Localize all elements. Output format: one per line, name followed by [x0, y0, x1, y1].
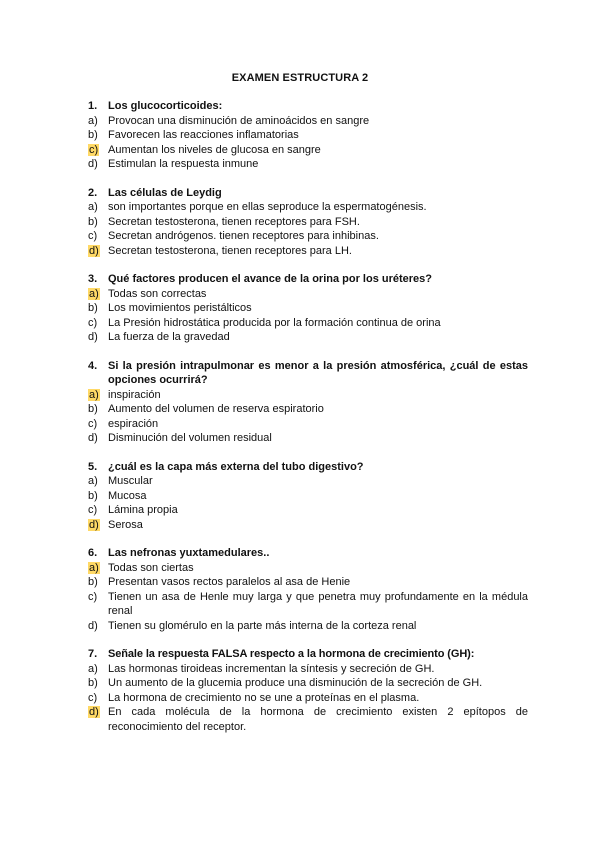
question-number: 1. — [88, 100, 98, 112]
question-1 — [88, 99, 528, 172]
answer-option — [88, 431, 528, 446]
option-text: Muscular — [108, 475, 153, 487]
option-letter-cell — [88, 287, 108, 302]
option-letter-cell — [88, 215, 108, 230]
option-text: Todas son ciertas — [108, 561, 194, 574]
option-text: Estimulan la respuesta inmune — [108, 158, 259, 170]
option-text: Las hormonas tiroideas incrementan la síntesis y secreción de GH. — [108, 662, 435, 675]
highlighted-answer-letter: d) — [89, 706, 99, 718]
option-text: inspiración — [108, 388, 161, 401]
question-number: 4. — [88, 359, 98, 372]
option-text: La fuerza de la gravedad — [108, 331, 230, 343]
question-heading — [88, 272, 528, 287]
answer-option — [88, 229, 528, 244]
option-text: Favorecen las reacciones inflamatorias — [108, 129, 299, 141]
option-text: Secretan testosterona, tienen receptores para LH. — [108, 244, 352, 257]
answer-option — [88, 244, 528, 259]
answer-option — [88, 388, 528, 403]
question-heading — [88, 460, 528, 475]
option-letter: b) — [88, 302, 98, 314]
answer-option — [88, 619, 528, 634]
option-letter: a) — [88, 201, 98, 213]
highlighted-answer-letter: c) — [89, 143, 99, 156]
question-text: Qué factores producen el avance de la orina por los uréteres? — [108, 273, 432, 285]
question-text: Señale la respuesta FALSA respecto a la hormona de crecimiento (GH): — [108, 648, 475, 660]
option-letter-cell — [88, 575, 108, 590]
option-text: Un aumento de la glucemia produce una disminución de la secreción de GH. — [108, 677, 483, 689]
question-text: Los glucocorticoides: — [108, 100, 223, 112]
option-letter-cell — [88, 619, 108, 634]
option-text: La Presión hidrostática producida por la formación continua de orina — [108, 316, 441, 329]
option-letter-cell — [88, 143, 108, 158]
answer-option — [88, 330, 528, 345]
option-letter: b) — [88, 576, 98, 588]
option-letter-cell — [88, 114, 108, 129]
option-letter: c) — [88, 417, 98, 430]
question-2 — [88, 186, 528, 259]
option-letter-cell — [88, 316, 108, 331]
option-letter-cell — [88, 676, 108, 691]
option-text: son importantes porque en ellas seproduce la espermatogénesis. — [108, 201, 427, 213]
question-7 — [88, 647, 528, 734]
option-letter-cell — [88, 561, 108, 576]
option-text: Mucosa — [108, 489, 147, 502]
answer-option — [88, 128, 528, 143]
question-list — [88, 99, 528, 748]
option-text: En cada molécula de la hormona de crecimiento existen 2 epítopos de reconocimiento del receptor. — [108, 706, 528, 733]
answer-option — [88, 316, 528, 331]
option-letter-cell — [88, 590, 108, 619]
option-letter-cell — [88, 157, 108, 172]
question-3 — [88, 272, 528, 345]
answer-option — [88, 301, 528, 316]
option-letter-cell — [88, 431, 108, 446]
page-title: EXAMEN ESTRUCTURA 2 — [231, 72, 369, 84]
option-letter-cell — [88, 128, 108, 143]
highlighted-answer-letter: a) — [89, 287, 99, 300]
question-4 — [88, 359, 528, 446]
option-letter: c) — [88, 230, 98, 242]
highlighted-answer-letter: a) — [89, 388, 99, 401]
option-text: Todas son correctas — [108, 287, 207, 300]
option-letter: d) — [88, 331, 98, 343]
answer-option — [88, 518, 528, 533]
question-heading — [88, 647, 528, 662]
option-letter-cell — [88, 330, 108, 345]
question-number: 3. — [88, 273, 98, 285]
option-letter: a) — [88, 114, 98, 127]
answer-option — [88, 691, 528, 706]
answer-option — [88, 503, 528, 518]
option-letter: c) — [88, 691, 98, 704]
question-text: Las células de Leydig — [108, 186, 222, 199]
option-letter: b) — [88, 215, 98, 228]
option-letter-cell — [88, 388, 108, 403]
answer-option — [88, 215, 528, 230]
option-letter: d) — [88, 158, 98, 170]
answer-option — [88, 143, 528, 158]
question-number: 5. — [88, 460, 98, 473]
option-letter-cell — [88, 402, 108, 417]
question-heading — [88, 99, 528, 114]
question-6 — [88, 546, 528, 633]
option-text: Lámina propia — [108, 504, 178, 516]
option-text: Provocan una disminución de aminoácidos en sangre — [108, 114, 370, 127]
question-number: 7. — [88, 648, 98, 660]
option-letter-cell — [88, 244, 108, 259]
answer-option — [88, 287, 528, 302]
option-text: Presentan vasos rectos paralelos al asa de Henie — [108, 576, 351, 588]
option-text: Disminución del volumen residual — [108, 432, 272, 444]
option-letter: d) — [88, 432, 98, 444]
option-text: Secretan testosterona, tienen receptores para FSH. — [108, 215, 360, 228]
answer-option — [88, 590, 528, 619]
answer-option — [88, 417, 528, 432]
answer-option — [88, 200, 528, 215]
question-text: ¿cuál es la capa más externa del tubo digestivo? — [108, 460, 364, 473]
option-letter-cell — [88, 691, 108, 706]
option-letter-cell — [88, 705, 108, 734]
option-text: Tienen su glomérulo en la parte más interna de la corteza renal — [108, 619, 417, 632]
option-letter-cell — [88, 474, 108, 489]
option-letter: c) — [88, 316, 98, 329]
option-letter: b) — [88, 403, 98, 415]
option-text: espiración — [108, 417, 159, 430]
option-letter-cell — [88, 200, 108, 215]
option-letter-cell — [88, 518, 108, 533]
answer-option — [88, 402, 528, 417]
question-text: Las nefronas yuxtamedulares.. — [108, 547, 270, 559]
highlighted-answer-letter: a) — [89, 561, 99, 574]
question-5 — [88, 460, 528, 533]
question-heading — [88, 546, 528, 561]
answer-option — [88, 662, 528, 677]
answer-option — [88, 157, 528, 172]
highlighted-answer-letter: d) — [89, 518, 99, 531]
answer-option — [88, 561, 528, 576]
option-text: Tienen un asa de Henle muy larga y que penetra muy profundamente en la médula renal — [108, 590, 528, 617]
answer-option — [88, 575, 528, 590]
option-letter: b) — [88, 129, 98, 141]
option-text: Serosa — [108, 518, 143, 531]
answer-option — [88, 474, 528, 489]
option-text: Aumentan los niveles de glucosa en sangre — [108, 143, 321, 156]
answer-option — [88, 114, 528, 129]
option-text: La hormona de crecimiento no se une a proteínas en el plasma. — [108, 691, 420, 704]
answer-option — [88, 676, 528, 691]
option-letter: b) — [88, 489, 98, 502]
option-letter: a) — [88, 475, 98, 487]
question-number: 6. — [88, 547, 98, 559]
option-letter: c) — [88, 504, 98, 516]
option-letter: a) — [88, 662, 98, 675]
option-text: Los movimientos peristálticos — [108, 302, 252, 314]
question-number: 2. — [88, 186, 98, 199]
question-heading — [88, 359, 528, 388]
answer-option — [88, 705, 528, 734]
question-heading — [88, 186, 528, 201]
option-letter-cell — [88, 417, 108, 432]
option-letter-cell — [88, 301, 108, 316]
answer-option — [88, 489, 528, 504]
option-letter: d) — [88, 619, 98, 632]
question-text: Si la presión intrapulmonar es menor a la presión atmosférica, ¿cuál de estas opciones ocurrirá? — [108, 359, 528, 386]
option-letter: b) — [88, 677, 98, 689]
highlighted-answer-letter: d) — [89, 244, 99, 257]
option-letter-cell — [88, 229, 108, 244]
option-letter-cell — [88, 662, 108, 677]
option-text: Secretan andrógenos. tienen receptores para inhibinas. — [108, 230, 379, 242]
option-letter-cell — [88, 489, 108, 504]
option-letter-cell — [88, 503, 108, 518]
option-letter: c) — [88, 590, 98, 603]
option-text: Aumento del volumen de reserva espiratorio — [108, 403, 324, 415]
